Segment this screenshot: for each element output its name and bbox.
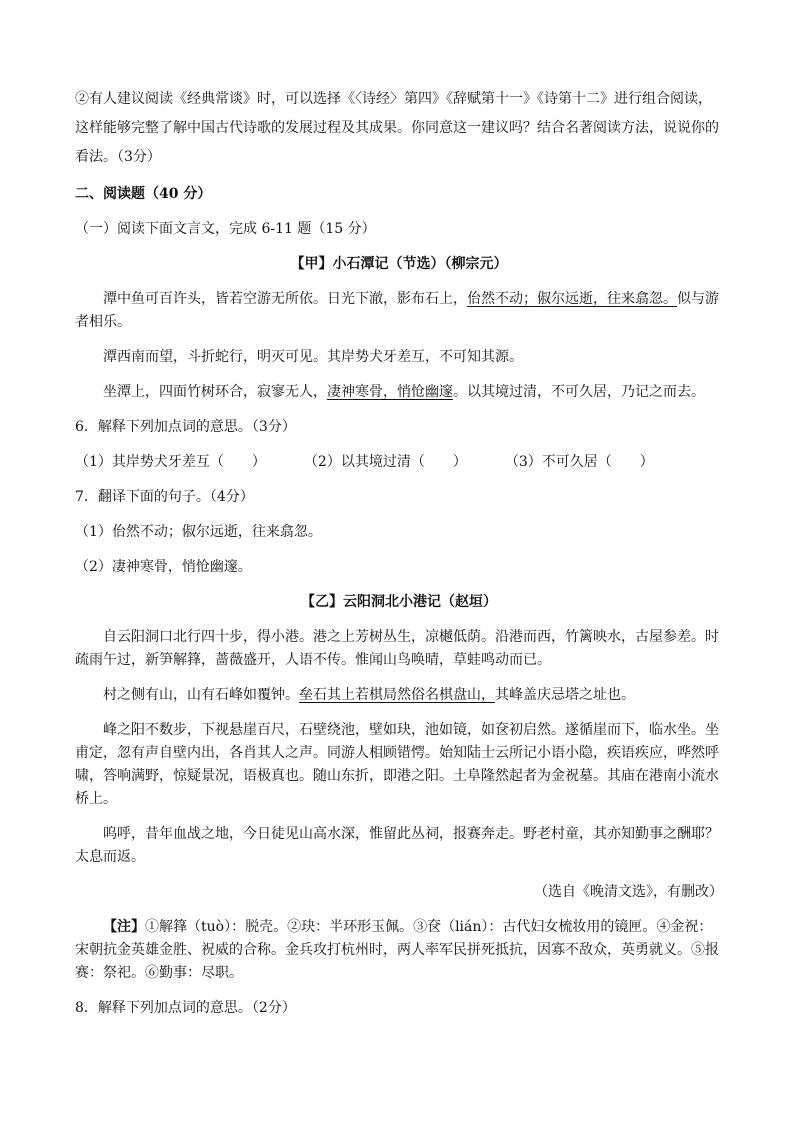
question-6-title: 6．解释下列加点词的意思。（3分）	[75, 419, 296, 435]
passage-jia-p3-underlined: 凄神寒骨，悄怆幽邃	[327, 384, 453, 400]
passage-jia-paragraph-1	[75, 288, 723, 334]
passage-yi-paragraph-3: 峰之阳不数步，下视悬崖百尺，石壁绕池，壁如玦，池如镜，如奁初启然。遂循崖而下，临水坐。坐甫定，忽有声自壁内出，各肖其人之声。同游人相顾错愕。始知陆士云所记小语小隐，疾语疾应，哗然呼啸，答响满野，惊疑景况，语极真也。随山东折，即港之阳。土阜隆然起者为金祝墓。其庙在港南小流水桥上。	[75, 722, 719, 807]
passage-yi-paragraph-4: 呜呼，昔年血战之地，今日徒见山高水深，惟留此丛祠，报赛奔走。野老村童，其亦知勤事之酬耶？太息而返。	[75, 826, 719, 865]
annotation-note-label: 【注】	[103, 919, 145, 935]
passage-yi-source: （选自《晚清文选》，有删改）	[534, 884, 723, 900]
question-7-item-2: （2）凄神寒骨，悄怆幽邃。	[75, 559, 252, 575]
question-2-block	[75, 88, 723, 169]
passage-jia-p1-underlined: 佁然不动；俶尔远逝，往来翕忽。	[467, 291, 677, 307]
annotation-note	[75, 916, 723, 985]
passage-yi-paragraph-2	[75, 684, 723, 707]
annotation-note-text: ①解箨（tuò）：脱壳。②玦：半环形玉佩。③奁（lián）：古代妇女梳妆用的镜匣。④金祝：宋朝抗金英雄金胜、祝威的合称。金兵攻打杭州时，两人率军民拼死抵抗，因寡不敌众，英勇就义。⑤报赛：祭祀。⑥勤事：尽职。	[75, 919, 719, 981]
passage-jia-paragraph-3	[75, 381, 723, 404]
question-6-item-1: （1）其岸势犬牙差互（ ）	[75, 454, 266, 470]
passage-yi-p2-text-b: 其峰盖庆忌塔之址也。	[495, 687, 635, 703]
question-2-line-1: ②有人建议阅读《经典常谈》时，可以选择《〈诗经〉第四》《辞赋第十一》《诗第十二》进行组合阅读，	[75, 91, 712, 107]
exam-page	[75, 88, 723, 1020]
question-7-item-1: （1）佁然不动；俶尔远逝，往来翕忽。	[75, 524, 322, 540]
passage-jia-p1-text-b: 似与游者相乐。	[75, 291, 719, 330]
section-title: 二、阅读题（40 分）	[75, 186, 212, 202]
question-6-item-3: （3）不可久居（ ）	[504, 454, 654, 470]
question-8-title: 8．解释下列加点词的意思。（2分）	[75, 1000, 296, 1016]
passage-jia-title: 【甲】小石潭记（节选）（柳宗元）	[290, 256, 508, 272]
question-2-line-2: 这样能够完整了解中国古代诗歌的发展过程及其成果。你同意这一建议吗？结合名著阅读方法，说说你的	[75, 120, 719, 136]
question-6-item-2: （2）以其境过清（ ）	[303, 454, 467, 470]
passage-yi-p2-text-a: 村之侧有山，山有石峰如覆钟。	[103, 687, 299, 703]
passage-yi-title: 【乙】云阳洞北小港记（赵垣）	[301, 594, 497, 610]
passage-jia-p3-text-a: 坐潭上，四面竹树环合，寂寥无人，	[103, 384, 327, 400]
passage-yi-p2-underlined: 垒石其上若棋局然俗名棋盘山，	[299, 687, 495, 703]
passage-jia-p1-text-a: 潭中鱼可百许头，皆若空游无所依。日光下澈，影布石上，	[103, 291, 467, 307]
question-2-line-3: 看法。（3分）	[75, 149, 161, 165]
question-6-items	[75, 451, 723, 474]
part-1-intro: （一）阅读下面文言文，完成 6-11 题（15 分）	[75, 221, 376, 237]
passage-yi-paragraph-1: 自云阳洞口北行四十步，得小港。港之上芳树丛生，凉樾低荫。沿港而西，竹篱映水，古屋参差。时疏雨午过，新笋解箨，蔷薇盛开，人语不传。惟闻山鸟唤晴，草蛙鸣动而已。	[75, 629, 719, 668]
passage-jia-paragraph-2: 潭西南而望，斗折蛇行，明灭可见。其岸势犬牙差互，不可知其源。	[103, 349, 523, 365]
passage-jia-p3-text-b: 。以其境过清，不可久居，乃记之而去。	[453, 384, 705, 400]
question-7-title: 7．翻译下面的句子。（4分）	[75, 489, 254, 505]
